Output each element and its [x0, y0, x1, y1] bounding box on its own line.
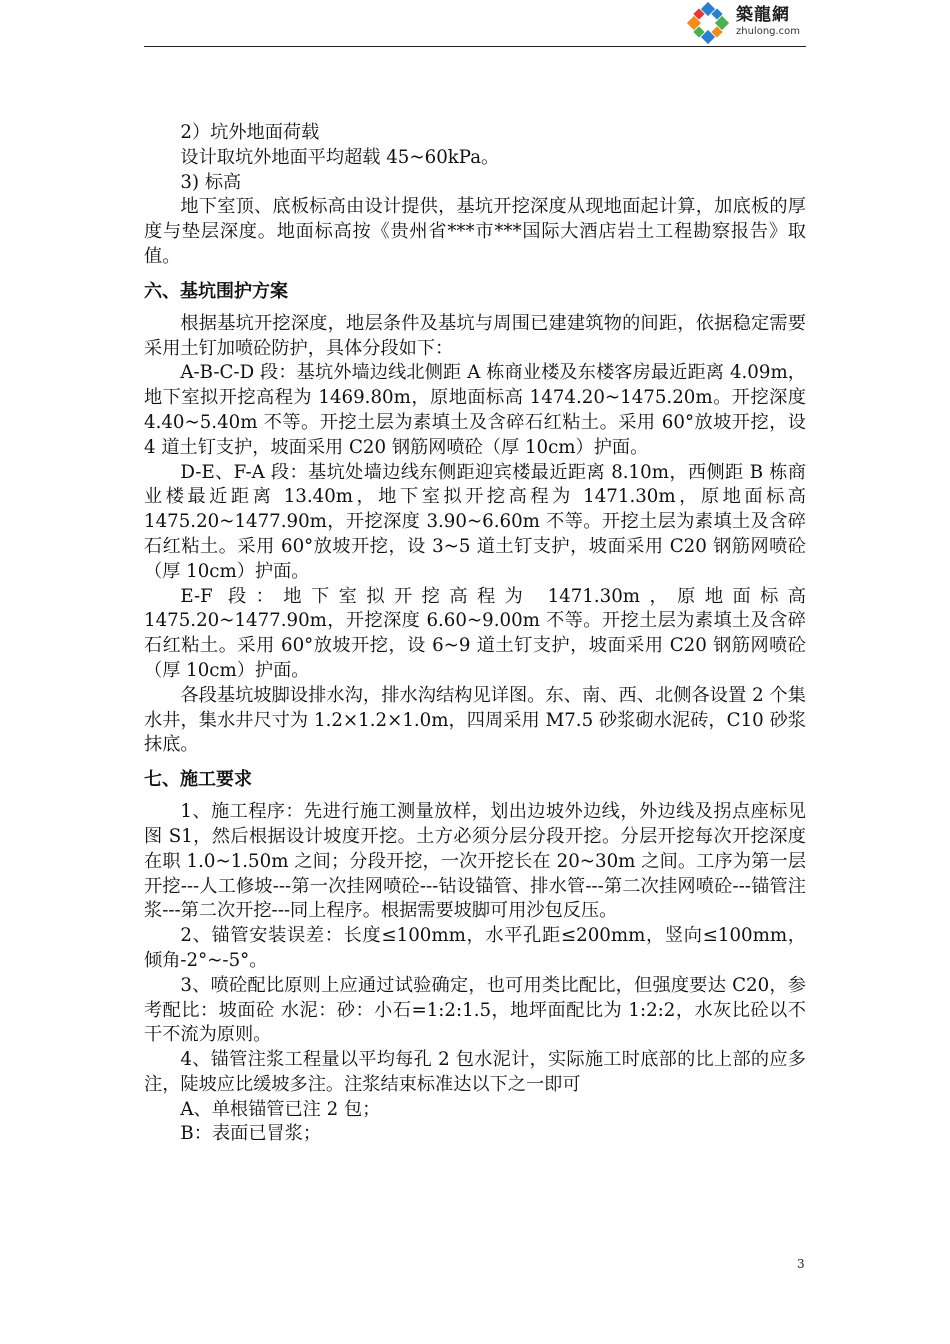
paragraph: 各段基坑坡脚设排水沟，排水沟结构见详图。东、南、西、北侧各设置 2 个集水井，集水井尺寸为 1.2×1.2×1.0m，四周采用 M7.5 砂浆砌水泥砖，C10 砂浆抹底。 [144, 684, 806, 756]
paragraph: B：表面已冒浆； [180, 1123, 322, 1145]
section-heading-7: 七、施工要求 [144, 769, 252, 791]
document-body [144, 121, 806, 1147]
paragraph: D-E、F-A 段：基坑处墙边线东侧距迎宾楼最近距离 8.10m，西侧距 B 栋商业楼最近距离 13.40m，地下室拟开挖高程为 1471.30m，原地面标高 1475.20~1477.90m，开挖深度 3.90~6.60m 不等。开挖土层为素填土及含碎石红粘土。采用 60°放坡开挖，设 3~5 道土钉支护，坡面采用 C20 钢筋网喷砼（厚 10cm）护面。 [144, 461, 806, 582]
paragraph: 3、喷砼配比原则上应通过试验确定，也可用类比配比，但强度要达 C20，参考配比：坡面砼 水泥：砂：小石=1:2:1.5，地坪面配比为 1:2:2，水灰比砼以不干不流为原则。 [144, 974, 806, 1046]
paragraph: E-F 段：地下室拟开挖高程为 1471.30m，原地面标高 1475.20~1477.90m，开挖深度 6.60~9.00m 不等。开挖土层为素填土及含碎石红粘土。采用 60°放坡开挖，设 6~9 道土钉支护，坡面采用 C20 钢筋网喷砼（厚 10cm）护面。 [144, 585, 806, 681]
paragraph: 4、锚管注浆工程量以平均每孔 2 包水泥计，实际施工时底部的比上部的应多注，陡坡应比缓坡多注。注浆结束标准达以下之一即可 [144, 1049, 806, 1095]
paragraph: 2）坑外地面荷载 [180, 122, 320, 143]
paragraph: A、单根锚管已注 2 包； [180, 1098, 381, 1120]
section-heading-6: 六、基坑围护方案 [144, 280, 288, 302]
logo-name-en: zhulong.com [736, 26, 801, 37]
page-number: 3 [797, 1257, 805, 1271]
header-divider [144, 46, 806, 47]
paragraph: 1、施工程序：先进行施工测量放样，划出边坡外边线，外边线及拐点座标见图 S1，然后根据设计坡度开挖。土方必须分层分段开挖。分层开挖每次开挖深度在职 1.0~1.50m 之间；分段开挖，一次开挖长在 20~30m 之间。工序为第一层开挖---人工修坡---第一次挂网喷砼---钻设锚管、排水管---第二次挂网喷砼---锚管注浆---第二次开挖---同上程序。根据需要坡脚可用沙包反压。 [144, 801, 806, 922]
logo-text [736, 4, 800, 38]
paragraph: 设计取坑外地面平均超载 45~60kPa。 [180, 146, 500, 168]
paragraph: 地下室顶、底板标高由设计提供，基坑开挖深度从现地面起计算，加底板的厚度与垫层深度。地面标高按《贵州省***市***国际大酒店岩土工程勘察报告》取值。 [144, 196, 806, 267]
paragraph: 2、锚管安装误差：长度≤100mm，水平孔距≤200mm，竖向≤100mm，倾角-2°~-5°。 [144, 925, 806, 971]
logo-name-cn: 築龍網 [736, 5, 790, 25]
paragraph: 3) 标高 [180, 171, 242, 193]
paragraph: 根据基坑开挖深度，地层条件及基坑与周围已建建筑物的间距，依据稳定需要采用土钉加喷砼防护，具体分段如下： [144, 312, 806, 359]
paragraph: A-B-C-D 段：基坑外墙边线北侧距 A 栋商业楼及东楼客房最近距离 4.09m，地下室拟开挖高程为 1469.80m，原地面标高 1474.20~1475.20m。开挖深度 4.40~5.40m 不等。开挖土层为素填土及含碎石红粘土。采用 60°放坡开挖，设 4 道土钉支护，坡面采用 C20 钢筋网喷砼（厚 10cm）护面。 [144, 362, 806, 458]
